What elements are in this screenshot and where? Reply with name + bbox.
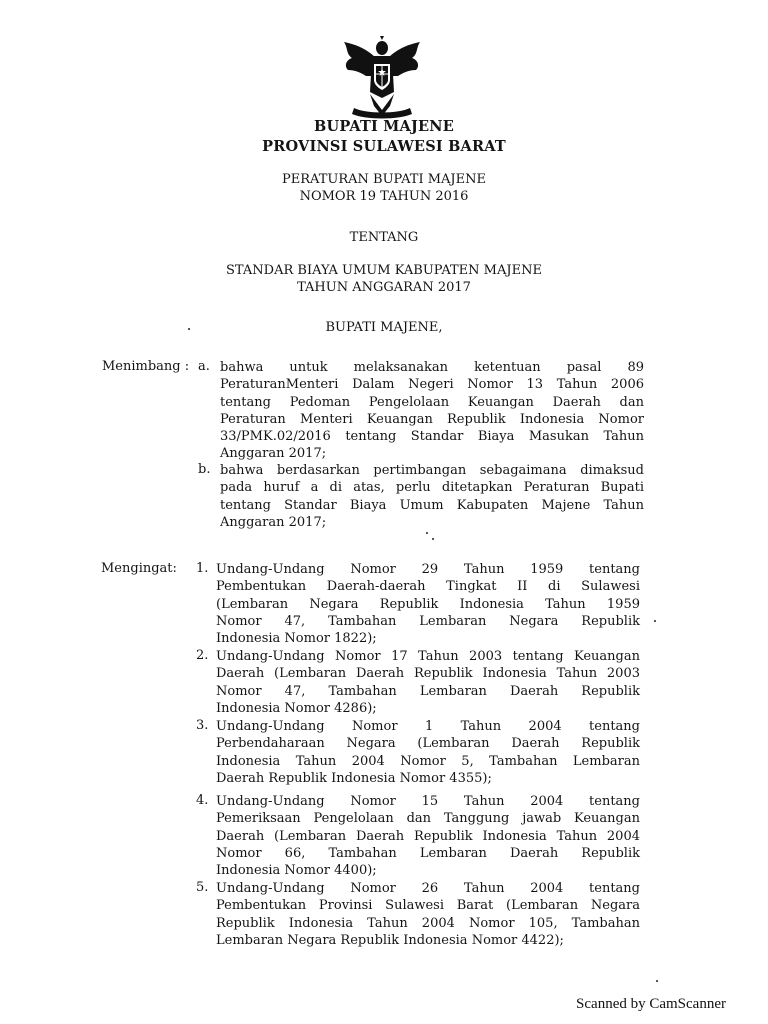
mengingat-item-5 xyxy=(216,880,640,949)
text-line: Undang-Undang Nomor 15 Tahun 2004 tentang xyxy=(216,794,640,809)
regulation-title: PERATURAN BUPATI MAJENE xyxy=(282,172,486,187)
mengingat-item-3 xyxy=(216,718,640,787)
mengingat-item-2 xyxy=(216,648,640,717)
text-line: Republik Indonesia Tahun 2004 Nomor 105, Tambahan xyxy=(216,915,640,931)
text-line: tentang Standar Biaya Umum Kabupaten Majene Tahun xyxy=(220,497,644,513)
text-line: Indonesia Tahun 2004 Nomor 5, Tambahan Lembaran xyxy=(216,753,640,769)
text-line: bahwa berdasarkan pertimbangan sebagaimana dimaksud xyxy=(220,463,644,478)
text-line: Nomor 47, Tambahan Lembaran Negara Republik xyxy=(216,613,640,629)
text-line: Undang-Undang Nomor 1 Tahun 2004 tentang xyxy=(216,719,640,734)
mengingat-item-4 xyxy=(216,793,640,879)
mengingat-label: Mengingat: xyxy=(101,561,177,576)
mengingat-marker-1: 1. xyxy=(196,561,209,576)
text-line: tentang Pedoman Pengelolaan Keuangan Daerah dan xyxy=(220,394,644,410)
text-line: Undang-Undang Nomor 17 Tahun 2003 tentang Keuangan xyxy=(216,649,640,664)
text-line: pada huruf a di atas, perlu ditetapkan Peraturan Bupati xyxy=(220,480,644,496)
header-line-province: PROVINSI SULAWESI BARAT xyxy=(262,138,506,155)
mengingat-marker-4: 4. xyxy=(196,793,209,808)
mengingat-marker-5: 5. xyxy=(196,880,209,895)
scanner-watermark: Scanned by CamScanner xyxy=(576,996,726,1012)
text-line: Daerah (Lembaran Daerah Republik Indonesia Tahun 2004 xyxy=(216,828,640,844)
menimbang-item-b xyxy=(220,462,644,531)
issuer-line: BUPATI MAJENE, xyxy=(325,320,443,335)
menimbang-item-a xyxy=(220,359,644,463)
text-line: 33/PMK.02/2016 tentang Standar Biaya Masukan Tahun xyxy=(220,429,644,445)
scan-speck xyxy=(654,620,656,622)
menimbang-marker-a: a. xyxy=(198,359,210,374)
text-line: Lembaran Negara Republik Indonesia Nomor 4422); xyxy=(216,932,564,948)
text-line: Nomor 66, Tambahan Lembaran Daerah Republik xyxy=(216,845,640,861)
header-line-bupati: BUPATI MAJENE xyxy=(314,118,454,135)
text-line: (Lembaran Negara Republik Indonesia Tahun 1959 xyxy=(216,596,640,612)
text-line: Pemeriksaan Pengelolaan dan Tanggung jawab Keuangan xyxy=(216,811,640,827)
regulation-number: NOMOR 19 TAHUN 2016 xyxy=(299,189,469,204)
text-line: Daerah (Lembaran Daerah Republik Indonesia Tahun 2003 xyxy=(216,666,640,682)
scan-speck xyxy=(656,980,658,982)
menimbang-marker-b: b. xyxy=(198,462,211,477)
text-line: Anggaran 2017; xyxy=(220,446,327,462)
scan-speck xyxy=(426,532,428,534)
text-line: Indonesia Nomor 1822); xyxy=(216,631,377,647)
menimbang-label: Menimbang : xyxy=(102,359,190,374)
text-line: Pembentukan Provinsi Sulawesi Barat (Lembaran Negara xyxy=(216,898,640,914)
subject-line-1: STANDAR BIAYA UMUM KABUPATEN MAJENE xyxy=(226,263,542,278)
text-line: PeraturanMenteri Dalam Negeri Nomor 13 Tahun 2006 xyxy=(220,377,644,393)
text-line: Indonesia Nomor 4400); xyxy=(216,863,377,879)
text-line: Perbendaharaan Negara (Lembaran Daerah Republik xyxy=(216,736,640,752)
text-line: Nomor 47, Tambahan Lembaran Daerah Republik xyxy=(216,683,640,699)
text-line: Peraturan Menteri Keuangan Republik Indonesia Nomor xyxy=(220,411,644,427)
mengingat-item-1 xyxy=(216,561,640,647)
text-line: Anggaran 2017; xyxy=(220,514,327,530)
text-line: Pembentukan Daerah-daerah Tingkat II di Sulawesi xyxy=(216,579,640,595)
text-line: Indonesia Nomor 4286); xyxy=(216,700,377,716)
text-line: bahwa untuk melaksanakan ketentuan pasal 89 xyxy=(220,360,644,375)
mengingat-marker-2: 2. xyxy=(196,648,209,663)
scan-speck xyxy=(432,538,434,540)
garuda-emblem-icon xyxy=(336,36,428,122)
text-line: Undang-Undang Nomor 26 Tahun 2004 tentang xyxy=(216,881,640,896)
mengingat-marker-3: 3. xyxy=(196,718,209,733)
text-line: Daerah Republik Indonesia Nomor 4355); xyxy=(216,770,492,786)
text-line: Undang-Undang Nomor 29 Tahun 1959 tentang xyxy=(216,562,640,577)
subject-line-2: TAHUN ANGGARAN 2017 xyxy=(297,280,471,295)
scan-speck xyxy=(188,328,190,330)
about-heading: TENTANG xyxy=(349,230,419,245)
